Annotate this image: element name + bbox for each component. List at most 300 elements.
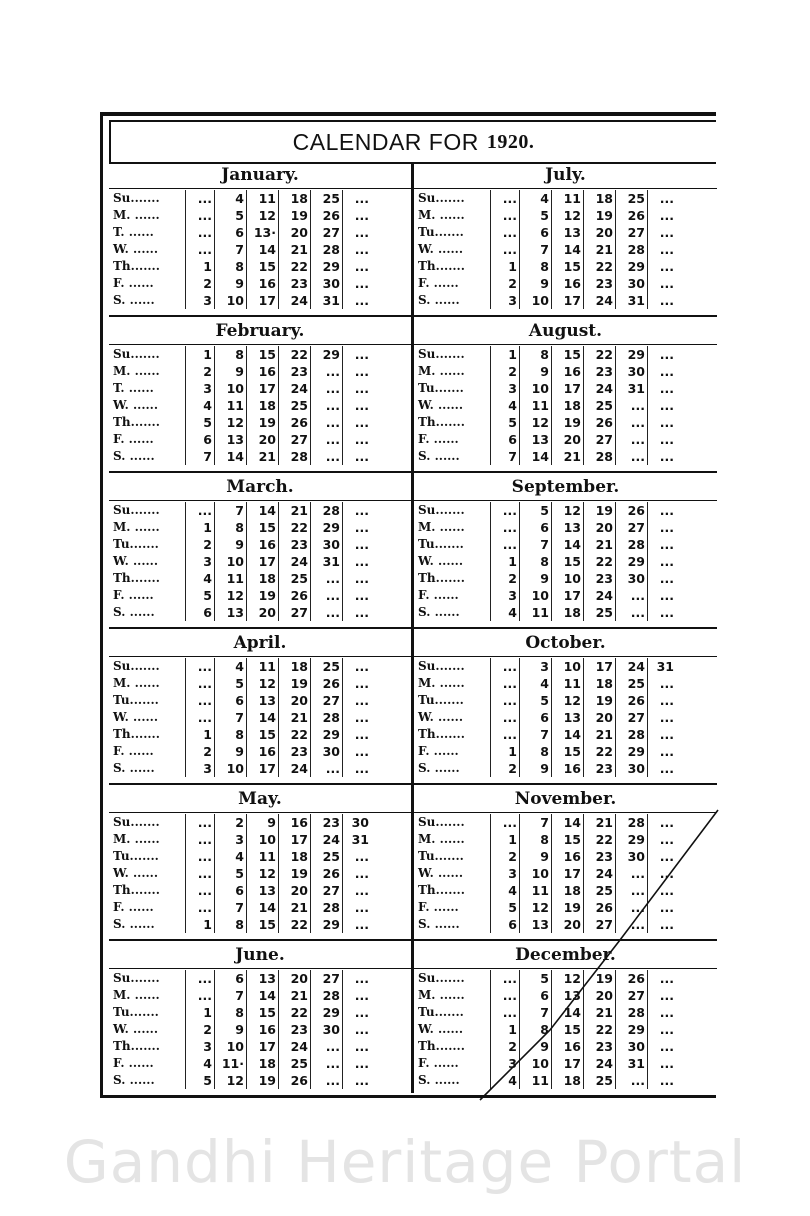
date-cell: 9 bbox=[520, 760, 552, 777]
date-cell: 4 bbox=[491, 1072, 520, 1089]
date-cell: 28 bbox=[616, 726, 648, 743]
date-cell: 26 bbox=[584, 899, 616, 916]
table-row bbox=[416, 570, 676, 587]
date-cell: ... bbox=[648, 865, 677, 882]
days-table bbox=[111, 970, 371, 1089]
table-row bbox=[416, 346, 676, 363]
date-cell: 31 bbox=[616, 380, 648, 397]
date-cell: ... bbox=[648, 970, 677, 987]
weekday-label: S. ...... bbox=[418, 605, 460, 619]
table-row bbox=[111, 553, 371, 570]
date-cell: 15 bbox=[247, 519, 279, 536]
date-cell: 29 bbox=[311, 726, 343, 743]
date-cell: ... bbox=[648, 1021, 677, 1038]
date-cell: 26 bbox=[311, 207, 343, 224]
date-cell: 5 bbox=[215, 865, 247, 882]
date-cell: 22 bbox=[584, 553, 616, 570]
date-cell: 20 bbox=[247, 604, 279, 621]
weekday-label: Th....... bbox=[113, 1039, 160, 1053]
date-cell: 13· bbox=[247, 224, 279, 241]
date-cell: 8 bbox=[215, 916, 247, 933]
date-cell: 6 bbox=[186, 431, 215, 448]
days-table bbox=[111, 190, 371, 309]
date-cell: 3 bbox=[491, 865, 520, 882]
date-cell: 21 bbox=[247, 448, 279, 465]
date-cell: 30 bbox=[311, 743, 343, 760]
date-cell: ... bbox=[648, 224, 677, 241]
date-cell: 2 bbox=[491, 760, 520, 777]
weekday-label: S. ...... bbox=[113, 1073, 155, 1087]
date-cell: ... bbox=[343, 448, 372, 465]
date-cell: 8 bbox=[520, 743, 552, 760]
date-cell: 27 bbox=[616, 519, 648, 536]
date-cell: 6 bbox=[215, 970, 247, 987]
weekday-label: Th....... bbox=[418, 883, 465, 897]
date-cell: 2 bbox=[186, 363, 215, 380]
date-cell: 25 bbox=[616, 190, 648, 207]
table-row bbox=[111, 916, 371, 933]
date-cell: 9 bbox=[215, 536, 247, 553]
date-cell: 19 bbox=[247, 414, 279, 431]
date-cell: ... bbox=[186, 675, 215, 692]
date-cell: 23 bbox=[584, 848, 616, 865]
date-cell: 18 bbox=[279, 190, 311, 207]
date-cell: 6 bbox=[186, 604, 215, 621]
weekday-label: F. ...... bbox=[418, 900, 459, 914]
date-cell: ... bbox=[648, 448, 677, 465]
date-cell: ... bbox=[343, 519, 372, 536]
weekday-label: Su....... bbox=[418, 659, 465, 673]
date-cell: 28 bbox=[584, 448, 616, 465]
weekday-label: Tu....... bbox=[418, 1005, 464, 1019]
table-row bbox=[111, 987, 371, 1004]
weekday-label: Su....... bbox=[113, 815, 160, 829]
date-cell: 29 bbox=[311, 916, 343, 933]
date-cell: 6 bbox=[520, 224, 552, 241]
table-row bbox=[111, 241, 371, 258]
month-block-may bbox=[109, 786, 411, 941]
date-cell: ... bbox=[648, 190, 677, 207]
table-row bbox=[111, 190, 371, 207]
date-cell: 12 bbox=[552, 692, 584, 709]
date-cell: 16 bbox=[247, 1021, 279, 1038]
month-block-june bbox=[109, 942, 411, 1097]
date-cell: 20 bbox=[247, 431, 279, 448]
date-cell: 2 bbox=[491, 570, 520, 587]
date-cell: ... bbox=[343, 1038, 372, 1055]
date-cell: 23 bbox=[584, 570, 616, 587]
date-cell: 9 bbox=[247, 814, 279, 831]
date-cell: ... bbox=[343, 275, 372, 292]
weekday-label: Su....... bbox=[418, 971, 465, 985]
table-row bbox=[416, 587, 676, 604]
date-cell: ... bbox=[648, 553, 677, 570]
date-cell: 25 bbox=[311, 848, 343, 865]
date-cell: 15 bbox=[247, 258, 279, 275]
table-row bbox=[111, 380, 371, 397]
date-cell: 7 bbox=[215, 987, 247, 1004]
date-cell: 7 bbox=[215, 709, 247, 726]
month-name: April. bbox=[109, 630, 411, 657]
month-name: February. bbox=[109, 318, 411, 345]
weekday-label: W. ...... bbox=[113, 398, 159, 412]
date-cell: ... bbox=[186, 899, 215, 916]
date-cell: 31 bbox=[311, 553, 343, 570]
date-cell: 21 bbox=[584, 241, 616, 258]
weekday-label: F. ...... bbox=[113, 276, 154, 290]
weekday-label: W. ...... bbox=[418, 242, 464, 256]
date-cell: 4 bbox=[215, 190, 247, 207]
weekday-label: S. ...... bbox=[418, 917, 460, 931]
table-row bbox=[111, 726, 371, 743]
table-row bbox=[111, 814, 371, 831]
date-cell: 1 bbox=[186, 1004, 215, 1021]
weekday-label: Su....... bbox=[418, 191, 465, 205]
date-cell: 4 bbox=[491, 604, 520, 621]
weekday-label: Th....... bbox=[113, 883, 160, 897]
date-cell: 5 bbox=[186, 1072, 215, 1089]
calendar-title: CALENDAR FOR bbox=[292, 128, 479, 155]
date-cell: ... bbox=[186, 848, 215, 865]
days-table bbox=[111, 814, 371, 933]
date-cell: ... bbox=[311, 414, 343, 431]
watermark-text: Gandhi Heritage Portal bbox=[63, 1128, 747, 1196]
date-cell: 15 bbox=[247, 1004, 279, 1021]
date-cell: ... bbox=[648, 899, 677, 916]
date-cell: 14 bbox=[215, 448, 247, 465]
date-cell: 22 bbox=[584, 346, 616, 363]
date-cell: 18 bbox=[584, 190, 616, 207]
date-cell: 7 bbox=[215, 502, 247, 519]
table-row bbox=[111, 431, 371, 448]
date-cell: ... bbox=[648, 397, 677, 414]
date-cell: 23 bbox=[279, 743, 311, 760]
table-row bbox=[111, 207, 371, 224]
date-cell: ... bbox=[343, 899, 372, 916]
date-cell: 26 bbox=[279, 587, 311, 604]
date-cell: ... bbox=[343, 570, 372, 587]
table-row bbox=[416, 692, 676, 709]
weekday-label: M. ...... bbox=[113, 520, 160, 534]
table-row bbox=[111, 414, 371, 431]
date-cell: 19 bbox=[247, 587, 279, 604]
date-cell: 15 bbox=[247, 346, 279, 363]
date-cell: 19 bbox=[279, 207, 311, 224]
month-block-july bbox=[414, 162, 717, 317]
date-cell: 31 bbox=[343, 831, 372, 848]
weekday-label: F. ...... bbox=[418, 744, 459, 758]
month-name: September. bbox=[414, 474, 717, 501]
weekday-label: Tu....... bbox=[418, 849, 464, 863]
month-name: June. bbox=[109, 942, 411, 969]
date-cell: 29 bbox=[311, 1004, 343, 1021]
table-row bbox=[416, 190, 676, 207]
date-cell: ... bbox=[186, 241, 215, 258]
weekday-label: Th....... bbox=[113, 571, 160, 585]
date-cell: 1 bbox=[491, 831, 520, 848]
table-row bbox=[416, 258, 676, 275]
date-cell: ... bbox=[343, 709, 372, 726]
table-row bbox=[111, 1038, 371, 1055]
date-cell: ... bbox=[343, 380, 372, 397]
month-separator bbox=[109, 315, 411, 317]
date-cell: 20 bbox=[279, 692, 311, 709]
table-row bbox=[416, 397, 676, 414]
date-cell: 26 bbox=[279, 414, 311, 431]
table-row bbox=[416, 553, 676, 570]
date-cell: 6 bbox=[520, 709, 552, 726]
date-cell: ... bbox=[491, 675, 520, 692]
date-cell: 25 bbox=[584, 397, 616, 414]
date-cell: ... bbox=[648, 570, 677, 587]
month-name: August. bbox=[414, 318, 717, 345]
date-cell: 1 bbox=[186, 258, 215, 275]
date-cell: 8 bbox=[215, 346, 247, 363]
date-cell: 13 bbox=[215, 604, 247, 621]
date-cell: 2 bbox=[186, 1021, 215, 1038]
date-cell: ... bbox=[186, 865, 215, 882]
date-cell: 20 bbox=[279, 882, 311, 899]
weekday-label: F. ...... bbox=[113, 744, 154, 758]
date-cell: 21 bbox=[584, 814, 616, 831]
date-cell: 5 bbox=[215, 675, 247, 692]
date-cell: ... bbox=[343, 1072, 372, 1089]
date-cell: 26 bbox=[584, 414, 616, 431]
calendar-title-bar bbox=[109, 120, 716, 164]
date-cell: 29 bbox=[616, 553, 648, 570]
date-cell: ... bbox=[648, 916, 677, 933]
month-block-october bbox=[414, 630, 717, 785]
weekday-label: M. ...... bbox=[418, 364, 465, 378]
date-cell: 13 bbox=[520, 916, 552, 933]
date-cell: 12 bbox=[520, 899, 552, 916]
date-cell: 21 bbox=[279, 987, 311, 1004]
date-cell: 12 bbox=[552, 502, 584, 519]
date-cell: ... bbox=[311, 1072, 343, 1089]
date-cell: 3 bbox=[215, 831, 247, 848]
date-cell: 29 bbox=[616, 258, 648, 275]
date-cell: ... bbox=[648, 380, 677, 397]
date-cell: 15 bbox=[552, 1021, 584, 1038]
date-cell: ... bbox=[343, 536, 372, 553]
table-row bbox=[111, 1055, 371, 1072]
date-cell: 6 bbox=[491, 431, 520, 448]
date-cell: 17 bbox=[552, 1055, 584, 1072]
table-row bbox=[111, 502, 371, 519]
date-cell: 4 bbox=[186, 570, 215, 587]
date-cell: ... bbox=[343, 692, 372, 709]
table-row bbox=[111, 743, 371, 760]
date-cell: 14 bbox=[552, 241, 584, 258]
date-cell: ... bbox=[648, 987, 677, 1004]
date-cell: 25 bbox=[311, 658, 343, 675]
date-cell: ... bbox=[616, 587, 648, 604]
weekday-label: Tu....... bbox=[418, 381, 464, 395]
month-name: May. bbox=[109, 786, 411, 813]
date-cell: ... bbox=[311, 587, 343, 604]
weekday-label: W. ...... bbox=[113, 242, 159, 256]
date-cell: 2 bbox=[491, 848, 520, 865]
date-cell: 7 bbox=[520, 241, 552, 258]
date-cell: ... bbox=[648, 502, 677, 519]
date-cell: 16 bbox=[552, 1038, 584, 1055]
table-row bbox=[111, 587, 371, 604]
date-cell: 7 bbox=[520, 814, 552, 831]
date-cell: 27 bbox=[311, 970, 343, 987]
date-cell: 18 bbox=[552, 1072, 584, 1089]
date-cell: 29 bbox=[311, 346, 343, 363]
date-cell: ... bbox=[186, 987, 215, 1004]
date-cell: ... bbox=[311, 380, 343, 397]
date-cell: 12 bbox=[215, 1072, 247, 1089]
date-cell: 16 bbox=[247, 275, 279, 292]
date-cell: ... bbox=[311, 1038, 343, 1055]
date-cell: 11 bbox=[520, 1072, 552, 1089]
table-row bbox=[416, 760, 676, 777]
date-cell: 28 bbox=[311, 709, 343, 726]
table-row bbox=[111, 536, 371, 553]
weekday-label: S. ...... bbox=[113, 761, 155, 775]
date-cell: ... bbox=[648, 604, 677, 621]
date-cell: 25 bbox=[584, 604, 616, 621]
date-cell: ... bbox=[343, 848, 372, 865]
date-cell: 25 bbox=[584, 882, 616, 899]
month-block-september bbox=[414, 474, 717, 629]
date-cell: 16 bbox=[247, 363, 279, 380]
date-cell: 9 bbox=[520, 275, 552, 292]
date-cell: 18 bbox=[552, 882, 584, 899]
date-cell: ... bbox=[343, 760, 372, 777]
date-cell: 21 bbox=[552, 448, 584, 465]
weekday-label: F. ...... bbox=[418, 432, 459, 446]
date-cell: 26 bbox=[311, 865, 343, 882]
month-separator bbox=[414, 315, 717, 317]
date-cell: 2 bbox=[491, 363, 520, 380]
weekday-label: Su....... bbox=[418, 347, 465, 361]
weekday-label: F. ...... bbox=[113, 432, 154, 446]
date-cell: 22 bbox=[279, 346, 311, 363]
date-cell: 23 bbox=[584, 1038, 616, 1055]
date-cell: 28 bbox=[616, 814, 648, 831]
date-cell: 9 bbox=[215, 743, 247, 760]
date-cell: 24 bbox=[279, 553, 311, 570]
date-cell: 5 bbox=[520, 502, 552, 519]
date-cell: ... bbox=[186, 814, 215, 831]
date-cell: 22 bbox=[584, 831, 616, 848]
date-cell: 2 bbox=[186, 536, 215, 553]
date-cell: 28 bbox=[311, 502, 343, 519]
date-cell: 16 bbox=[247, 536, 279, 553]
date-cell: ... bbox=[491, 190, 520, 207]
date-cell: ... bbox=[343, 726, 372, 743]
date-cell: 11 bbox=[520, 882, 552, 899]
date-cell: 18 bbox=[279, 848, 311, 865]
weekday-label: W. ...... bbox=[418, 866, 464, 880]
date-cell: ... bbox=[343, 604, 372, 621]
date-cell: 1 bbox=[491, 1021, 520, 1038]
date-cell: 24 bbox=[279, 292, 311, 309]
table-row bbox=[111, 865, 371, 882]
date-cell: 22 bbox=[279, 1004, 311, 1021]
date-cell: 4 bbox=[186, 397, 215, 414]
table-row bbox=[111, 709, 371, 726]
date-cell: ... bbox=[311, 1055, 343, 1072]
date-cell: ... bbox=[311, 397, 343, 414]
date-cell: 17 bbox=[247, 380, 279, 397]
date-cell: 28 bbox=[616, 1004, 648, 1021]
date-cell: 19 bbox=[584, 502, 616, 519]
date-cell: 5 bbox=[520, 207, 552, 224]
date-cell: ... bbox=[311, 570, 343, 587]
date-cell: 17 bbox=[247, 292, 279, 309]
date-cell: 30 bbox=[311, 536, 343, 553]
date-cell: 23 bbox=[311, 814, 343, 831]
date-cell: 8 bbox=[215, 726, 247, 743]
date-cell: ... bbox=[648, 292, 677, 309]
date-cell: 13 bbox=[215, 431, 247, 448]
date-cell: 17 bbox=[279, 831, 311, 848]
table-row bbox=[111, 363, 371, 380]
date-cell: 25 bbox=[584, 1072, 616, 1089]
date-cell: 19 bbox=[552, 414, 584, 431]
date-cell: 31 bbox=[616, 292, 648, 309]
weekday-label: Th....... bbox=[418, 727, 465, 741]
date-cell: 7 bbox=[491, 448, 520, 465]
date-cell: 8 bbox=[215, 519, 247, 536]
date-cell: ... bbox=[343, 431, 372, 448]
date-cell: 12 bbox=[247, 865, 279, 882]
date-cell: 12 bbox=[215, 587, 247, 604]
date-cell: ... bbox=[343, 675, 372, 692]
date-cell: 19 bbox=[279, 675, 311, 692]
table-row bbox=[416, 207, 676, 224]
weekday-label: F. ...... bbox=[418, 1056, 459, 1070]
date-cell: ... bbox=[343, 292, 372, 309]
date-cell: ... bbox=[343, 224, 372, 241]
date-cell: ... bbox=[311, 363, 343, 380]
date-cell: 9 bbox=[520, 363, 552, 380]
date-cell: 21 bbox=[584, 536, 616, 553]
date-cell: ... bbox=[616, 431, 648, 448]
weekday-label: S. ...... bbox=[113, 293, 155, 307]
date-cell: 1 bbox=[186, 916, 215, 933]
weekday-label: M. ...... bbox=[113, 832, 160, 846]
table-row bbox=[416, 363, 676, 380]
date-cell: ... bbox=[648, 848, 677, 865]
date-cell: ... bbox=[648, 275, 677, 292]
date-cell: 20 bbox=[552, 431, 584, 448]
date-cell: 25 bbox=[616, 675, 648, 692]
date-cell: 14 bbox=[552, 726, 584, 743]
date-cell: 30 bbox=[616, 760, 648, 777]
date-cell: 17 bbox=[247, 760, 279, 777]
date-cell: 3 bbox=[186, 292, 215, 309]
days-table bbox=[416, 502, 676, 621]
date-cell: 20 bbox=[279, 224, 311, 241]
date-cell: 24 bbox=[311, 831, 343, 848]
date-cell: 7 bbox=[215, 899, 247, 916]
date-cell: ... bbox=[491, 207, 520, 224]
date-cell: 8 bbox=[520, 1021, 552, 1038]
date-cell: 27 bbox=[584, 431, 616, 448]
weekday-label: Th....... bbox=[418, 259, 465, 273]
date-cell: ... bbox=[491, 814, 520, 831]
weekday-label: S. ...... bbox=[113, 917, 155, 931]
date-cell: 20 bbox=[584, 987, 616, 1004]
date-cell: ... bbox=[491, 519, 520, 536]
date-cell: 13 bbox=[247, 970, 279, 987]
weekday-label: Tu....... bbox=[418, 693, 464, 707]
